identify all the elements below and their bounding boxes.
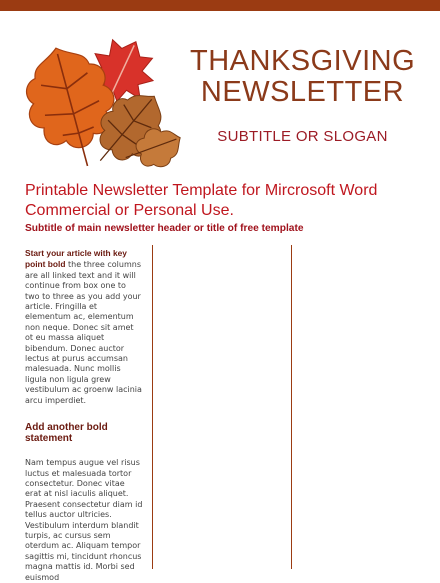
title-line-1: THANKSGIVING xyxy=(190,45,416,77)
column-heading: Add another bold statement xyxy=(25,422,108,445)
lead-paragraph xyxy=(25,248,143,406)
autumn-leaves-illustration xyxy=(14,30,184,180)
main-headline: Printable Newsletter Template for Mircrosoft Word Commercial or Personal Use. xyxy=(25,182,378,219)
main-subheading: Subtitle of main newsletter header or title of free template xyxy=(25,223,304,234)
article-column-1 xyxy=(25,248,143,583)
lead-body-text: the three columns are all linked text and it will continue from box one to two to three as you add your article. Fringilla et elementum ac, elementum non neque. Donec sit amet ot eu massa aliquet bibendum. Donec auctor lectus at purus accumsan malesuada. Nunc mollis ligula non ligula grew vestibulum ac groenw lacinia arcu imperdiet. xyxy=(25,260,142,405)
column-divider-1 xyxy=(152,245,153,569)
column-divider-2 xyxy=(291,245,292,569)
newsletter-subtitle: SUBTITLE OR SLOGAN xyxy=(217,128,388,145)
lead-bold-text: Start your article with key point bold xyxy=(25,248,127,270)
newsletter-title xyxy=(190,46,415,108)
column-body-text: Nam tempus augue vel risus luctus et malesuada tortor consectetur. Donec vitae erat at nisl iaculis aliquet. Praesent consectetur diam id tellus auctor ultricies. Vestibulum interdum blandit turpis, ac cursus sem oterdum ac. Aliquam tempor sagittis mi, tincidunt rhoncus magna mattis id. Morbi sed euismod xyxy=(25,458,143,582)
top-accent-bar xyxy=(0,0,440,11)
title-line-2: NEWSLETTER xyxy=(200,76,405,108)
